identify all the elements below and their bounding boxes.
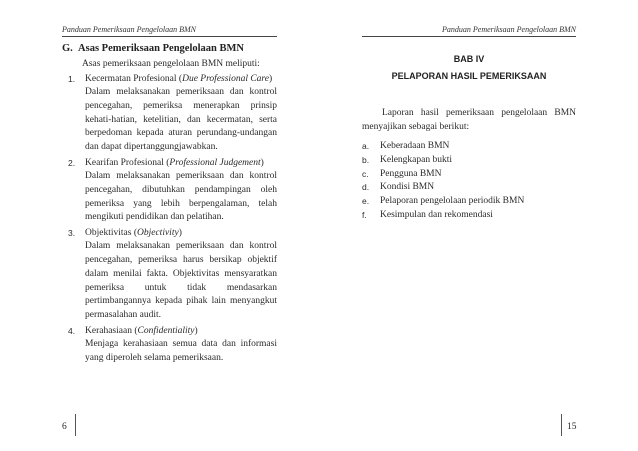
item-title-text: Kearifan Profesional (85, 157, 164, 168)
page-number-rule (75, 414, 76, 436)
principle-item (62, 227, 277, 323)
list-item (362, 154, 576, 168)
left-page-content (62, 42, 277, 366)
item-body: Dalam melaksanakan pemeriksaan dan kontrol pencegahan, pemeriksa menerapkan prinsip kehati-hatian, ketelitian, dan kecermatan, serta berpedoman kepada aturan perundang-undangan dan dapat dipertanggungjawabkan. (85, 87, 277, 153)
list-item (362, 140, 576, 154)
right-page (319, 0, 638, 451)
item-number: 2. (68, 157, 76, 168)
section-title: Asas Pemeriksaan Pengelolaan BMN (78, 43, 244, 54)
item-term: Objectivity (137, 228, 179, 239)
list-item-text: Pengguna BMN (380, 168, 442, 179)
page-number: 15 (567, 422, 577, 432)
page-number: 6 (62, 422, 67, 432)
item-title-text: Kerahasiaan (85, 325, 132, 336)
list-item-text: Kelengkapan bukti (380, 154, 453, 165)
list-letter: e. (362, 196, 370, 207)
section-intro: Asas pemeriksaan pengelolaan BMN meliputi: (82, 59, 260, 69)
chapter-intro: Laporan hasil pemeriksaan pengelolaan BMN menyajikan sebagai berikut: (362, 108, 576, 132)
list-item (362, 195, 576, 209)
running-head: Panduan Pemeriksaan Pengelolaan BMN (442, 25, 576, 34)
item-body: Dalam melaksanakan pemeriksaan dan kontrol pencegahan, pemeriksa harus bersikap objektif dalam menilai fakta. Objektivitas mensyaratkan pemeriksa untuk tidak mendasarkan pertimbangannya kepada pihak lain menyangkut permasalahan audit. (85, 241, 277, 321)
right-page-content (362, 53, 576, 223)
item-term: Professional Judgement (169, 157, 261, 168)
header-rule (62, 36, 277, 37)
item-title: Kecermatan Profesional (Due Professional Care) (85, 74, 273, 84)
list-letter: b. (362, 154, 370, 165)
list-item-text: Kesimpulan dan rekomendasi (380, 209, 493, 220)
running-head: Panduan Pemeriksaan Pengelolaan BMN (62, 25, 196, 34)
item-number: 3. (68, 228, 76, 239)
page-number-rule (561, 414, 562, 436)
item-number: 4. (68, 325, 76, 336)
item-title: Kearifan Profesional (Professional Judgement) (85, 157, 264, 168)
principle-item (62, 325, 277, 366)
chapter-label: BAB IV (453, 54, 485, 64)
list-letter: f. (362, 209, 367, 220)
item-body: Dalam melaksanakan pemeriksaan dan kontrol pencegahan, dibutuhkan pendampingan oleh pemeriksa yang lebih berpengalaman, telah mengikuti pendidikan dan pelatihan. (85, 170, 277, 223)
list-item-text: Keberadaan BMN (380, 141, 450, 151)
list-item (362, 181, 576, 195)
list-item-text: Pelaporan pengelolaan periodik BMN (380, 196, 525, 207)
list-item (362, 209, 576, 223)
chapter-title: PELAPORAN HASIL PEMERIKSAAN (391, 71, 547, 81)
item-title: Objektivitas (Objectivity) (85, 228, 182, 239)
item-title-text: Kecermatan Profesional (85, 74, 177, 84)
header-rule (362, 36, 576, 37)
report-contents-list (362, 140, 576, 223)
section-heading (62, 42, 277, 55)
list-letter: c. (362, 168, 369, 179)
principle-item (62, 157, 277, 225)
item-term: Due Professional Care (182, 74, 269, 84)
item-title-text: Objektivitas (85, 228, 132, 239)
list-letter: a. (362, 141, 370, 151)
item-title: Kerahasiaan (Confidentiality) (85, 325, 198, 336)
item-body: Menjaga kerahasiaan semua data dan informasi yang diperoleh selama pemeriksaan. (85, 338, 277, 363)
principle-item (62, 73, 277, 155)
list-item (362, 168, 576, 182)
list-item-text: Kondisi BMN (380, 182, 435, 193)
section-label: G. (62, 43, 73, 54)
item-term: Confidentiality (137, 325, 195, 336)
item-number: 1. (68, 74, 76, 84)
list-letter: d. (362, 182, 370, 193)
